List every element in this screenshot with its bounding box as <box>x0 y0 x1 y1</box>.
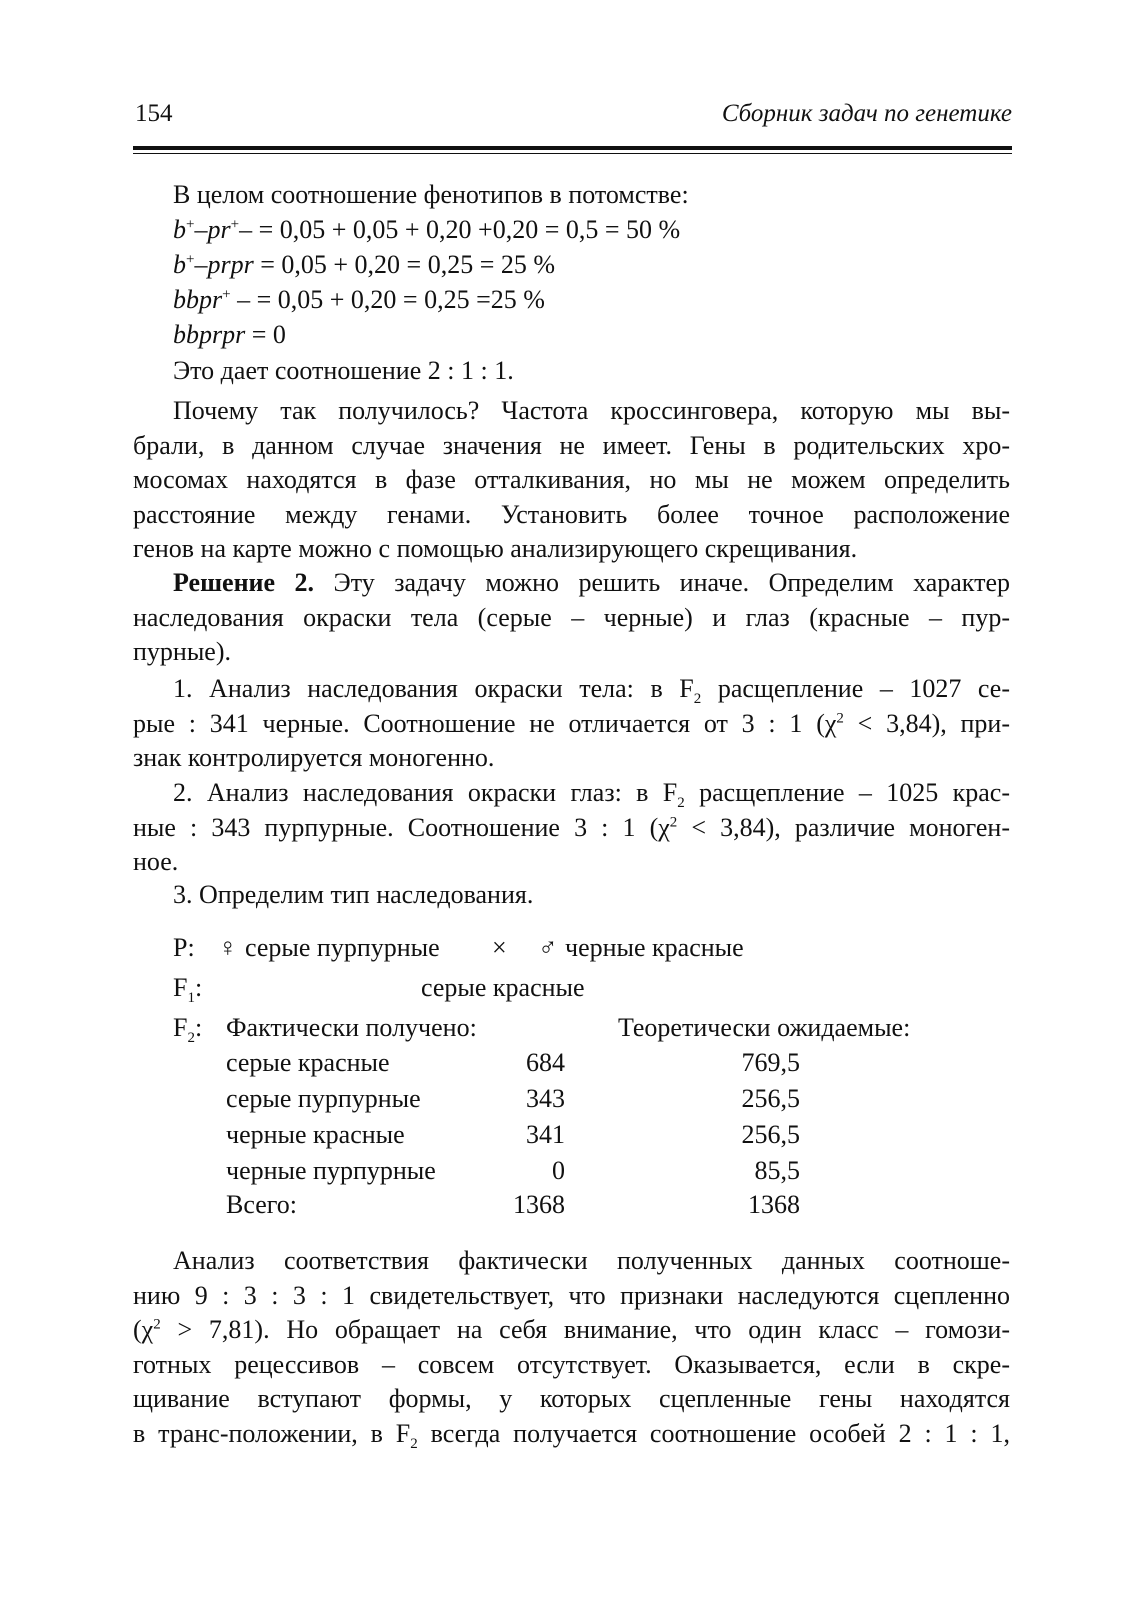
solution-label: Решение 2. <box>173 568 315 597</box>
col-expected-header: Теоретически ожидаемые: <box>618 1013 911 1042</box>
female-icon: ♀ <box>218 933 238 962</box>
paragraph-point-1: 1. Анализ наследования окраски тела: в $F_2$ расщепление – 1027 се- рые : 341 черные. Соотношение не отличается от 3 : 1 $(\chi^2 < 3,84)$, при- знак контролируется моногенно. <box>133 674 1010 772</box>
male-phenotype: черные красные <box>565 933 744 962</box>
paragraph-conclusion: Анализ соответствия фактически полученных данных соотноше- нию 9 : 3 : 3 : 1 свидетельствует, что признаки наследуются сцепленно $(\chi^2 > 7,81)$. Но обращает на себя внимание, что один класс – гомози- готных рецессивов – совсем отсутствует. Оказывается, если в скре- щивание вступают формы, у которых сцепленные гены находятся в транс-положении, в $F_2$ всегда получается соотношение особей 2 : 1 : 1, <box>133 1246 1010 1452</box>
paragraph-why: Почему так получилось? Частота кроссинговера, которую мы вы- брали, в данном случае значения не имеет. Гены в родительских хро- мосомах находятся в фазе отталкивания, но мы не можем определить расстояние между генами. Установить более точное расположение генов на карте можно с помощью анализирующего скрещивания. <box>133 396 1010 563</box>
row-expected: 256,5 <box>741 1120 800 1149</box>
row-actual: 343 <box>526 1084 565 1113</box>
formula-line: bbpr+ – = 0,05 + 0,20 = 0,25 =25 % <box>173 285 545 314</box>
f1-label: $F_1$: <box>173 973 203 1007</box>
row-actual: 684 <box>526 1048 565 1077</box>
formula-line: b+–pr+– = 0,05 + 0,05 + 0,20 +0,20 = 0,5 = 50 % <box>173 215 681 244</box>
row-expected: 769,5 <box>741 1048 800 1077</box>
row-actual: 1368 <box>513 1190 565 1219</box>
row-name: черные пурпурные <box>226 1156 436 1185</box>
page-number: 154 <box>135 100 173 127</box>
paragraph-solution-2: Решение 2. Эту задачу можно решить иначе. Определим характер наследования окраски тела (серые – черные) и глаз (красные – пур- пурные). <box>133 568 1010 666</box>
row-expected: 1368 <box>748 1190 800 1219</box>
p-label: P: <box>173 933 195 962</box>
row-name: Всего: <box>226 1190 297 1219</box>
ratio-line: Это дает соотношение 2 : 1 : 1. <box>173 356 514 385</box>
col-actual-header: Фактически получено: <box>226 1013 477 1042</box>
paragraph-point-2: 2. Анализ наследования окраски глаз: в $F_2$ расщепление – 1025 крас- ные : 343 пурпурные. Соотношение 3 : 1 $(\chi^2 < 3,84)$, различие моноген- ное. <box>133 778 1010 876</box>
row-expected: 85,5 <box>754 1156 800 1185</box>
male-icon: ♂ <box>538 933 558 962</box>
row-name: серые красные <box>226 1048 390 1077</box>
point-3: 3. Определим тип наследования. <box>173 880 534 909</box>
intro-line: В целом соотношение фенотипов в потомстве: <box>173 180 689 209</box>
row-name: черные красные <box>226 1120 405 1149</box>
f1-phenotype: серые красные <box>421 973 585 1002</box>
formula-line: bbprpr = 0 <box>173 320 286 349</box>
book-title: Сборник задач по генетике <box>721 100 1012 127</box>
row-actual: 0 <box>552 1156 565 1185</box>
row-name: серые пурпурные <box>226 1084 421 1113</box>
cross-sign: × <box>492 933 507 962</box>
running-header <box>135 100 1012 140</box>
female-phenotype: серые пурпурные <box>245 933 440 962</box>
formula-line: b+–prpr = 0,05 + 0,20 = 0,25 = 25 % <box>173 250 556 279</box>
row-expected: 256,5 <box>741 1084 800 1113</box>
row-actual: 341 <box>526 1120 565 1149</box>
header-rule <box>133 146 1012 150</box>
header-rule-thin <box>133 153 1012 154</box>
f2-label: $F_2$: <box>173 1013 203 1047</box>
